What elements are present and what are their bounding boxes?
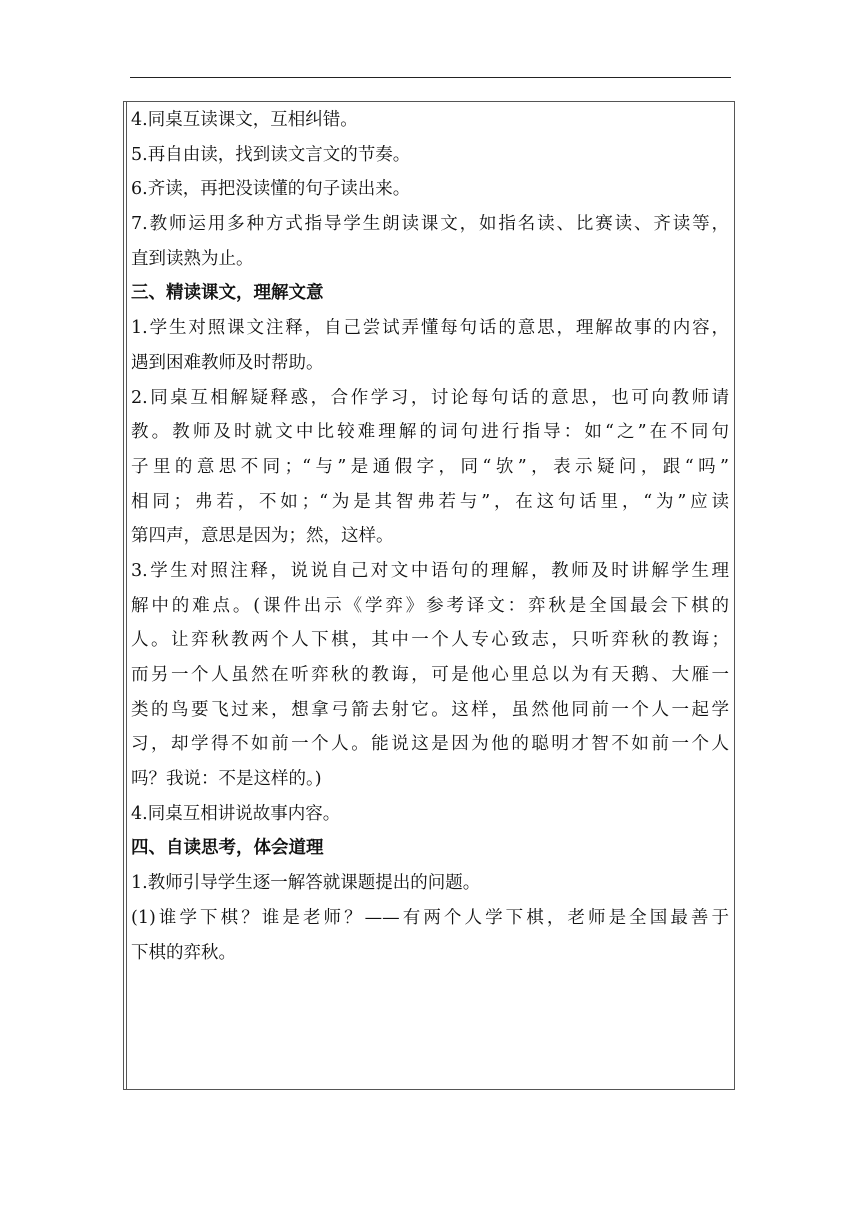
text-line: 类的鸟要飞过来，想拿弓箭去射它。这样，虽然他同前一个人一起学 xyxy=(131,699,729,720)
text-line: 教。教师及时就文中比较难理解的词句进行指导：如“之”在不同句 xyxy=(131,422,729,443)
text-line: 6.齐读，再把没读懂的句子读出来。 xyxy=(131,179,411,200)
text-line: 2.同桌互相解疑释惑，合作学习，讨论每句话的意思，也可向教师请 xyxy=(131,387,729,408)
section-heading: 四、自读思考，体会道理 xyxy=(131,838,324,859)
text-line: 3.学生对照注释，说说自己对文中语句的理解，教师及时讲解学生理 xyxy=(131,560,729,581)
header-rule xyxy=(130,77,731,78)
text-line: 4.同桌互相讲说故事内容。 xyxy=(131,803,341,824)
text-line: 5.再自由读，找到读文言文的节奏。 xyxy=(131,144,411,165)
text-line: 人。让弈秋教两个人下棋，其中一个人专心致志，只听弈秋的教诲； xyxy=(131,630,729,651)
section-heading: 三、精读课文，理解文意 xyxy=(131,283,324,304)
text-line: 相同；弗若，不如；“为是其智弗若与”，在这句话里，“为”应读 xyxy=(131,491,729,512)
text-line: 解中的难点。(课件出示《学弈》参考译文：弈秋是全国最会下棋的 xyxy=(131,595,729,616)
lesson-plan-text xyxy=(131,103,729,970)
text-line: 1.学生对照课文注释，自己尝试弄懂每句话的意思，理解故事的内容， xyxy=(131,318,729,339)
text-line: 遇到困难教师及时帮助。 xyxy=(131,352,324,373)
text-line: (1)谁学下棋？谁是老师？——有两个人学下棋，老师是全国最善于 xyxy=(131,907,729,928)
text-line: 吗？我说：不是这样的。) xyxy=(131,769,322,790)
text-line: 下棋的弈秋。 xyxy=(131,942,236,963)
text-line: 习，却学得不如前一个人。能说这是因为他的聪明才智不如前一个人 xyxy=(131,734,729,755)
text-line: 1.教师引导学生逐一解答就课题提出的问题。 xyxy=(131,873,481,894)
text-line: 而另一个人虽然在听弈秋的教诲，可是他心里总以为有天鹅、大雁一 xyxy=(131,665,729,685)
text-line: 4.同桌互读课文，互相纠错。 xyxy=(131,110,358,130)
text-line: 第四声，意思是因为；然，这样。 xyxy=(131,526,394,547)
text-line: 7.教师运用多种方式指导学生朗读课文，如指名读、比赛读、齐读等， xyxy=(131,214,729,235)
text-line: 子里的意思不同；“与”是通假字，同“欤”，表示疑问，跟“吗” xyxy=(131,456,729,477)
table-inner-border xyxy=(126,101,127,1090)
text-line: 直到读熟为止。 xyxy=(131,248,254,269)
